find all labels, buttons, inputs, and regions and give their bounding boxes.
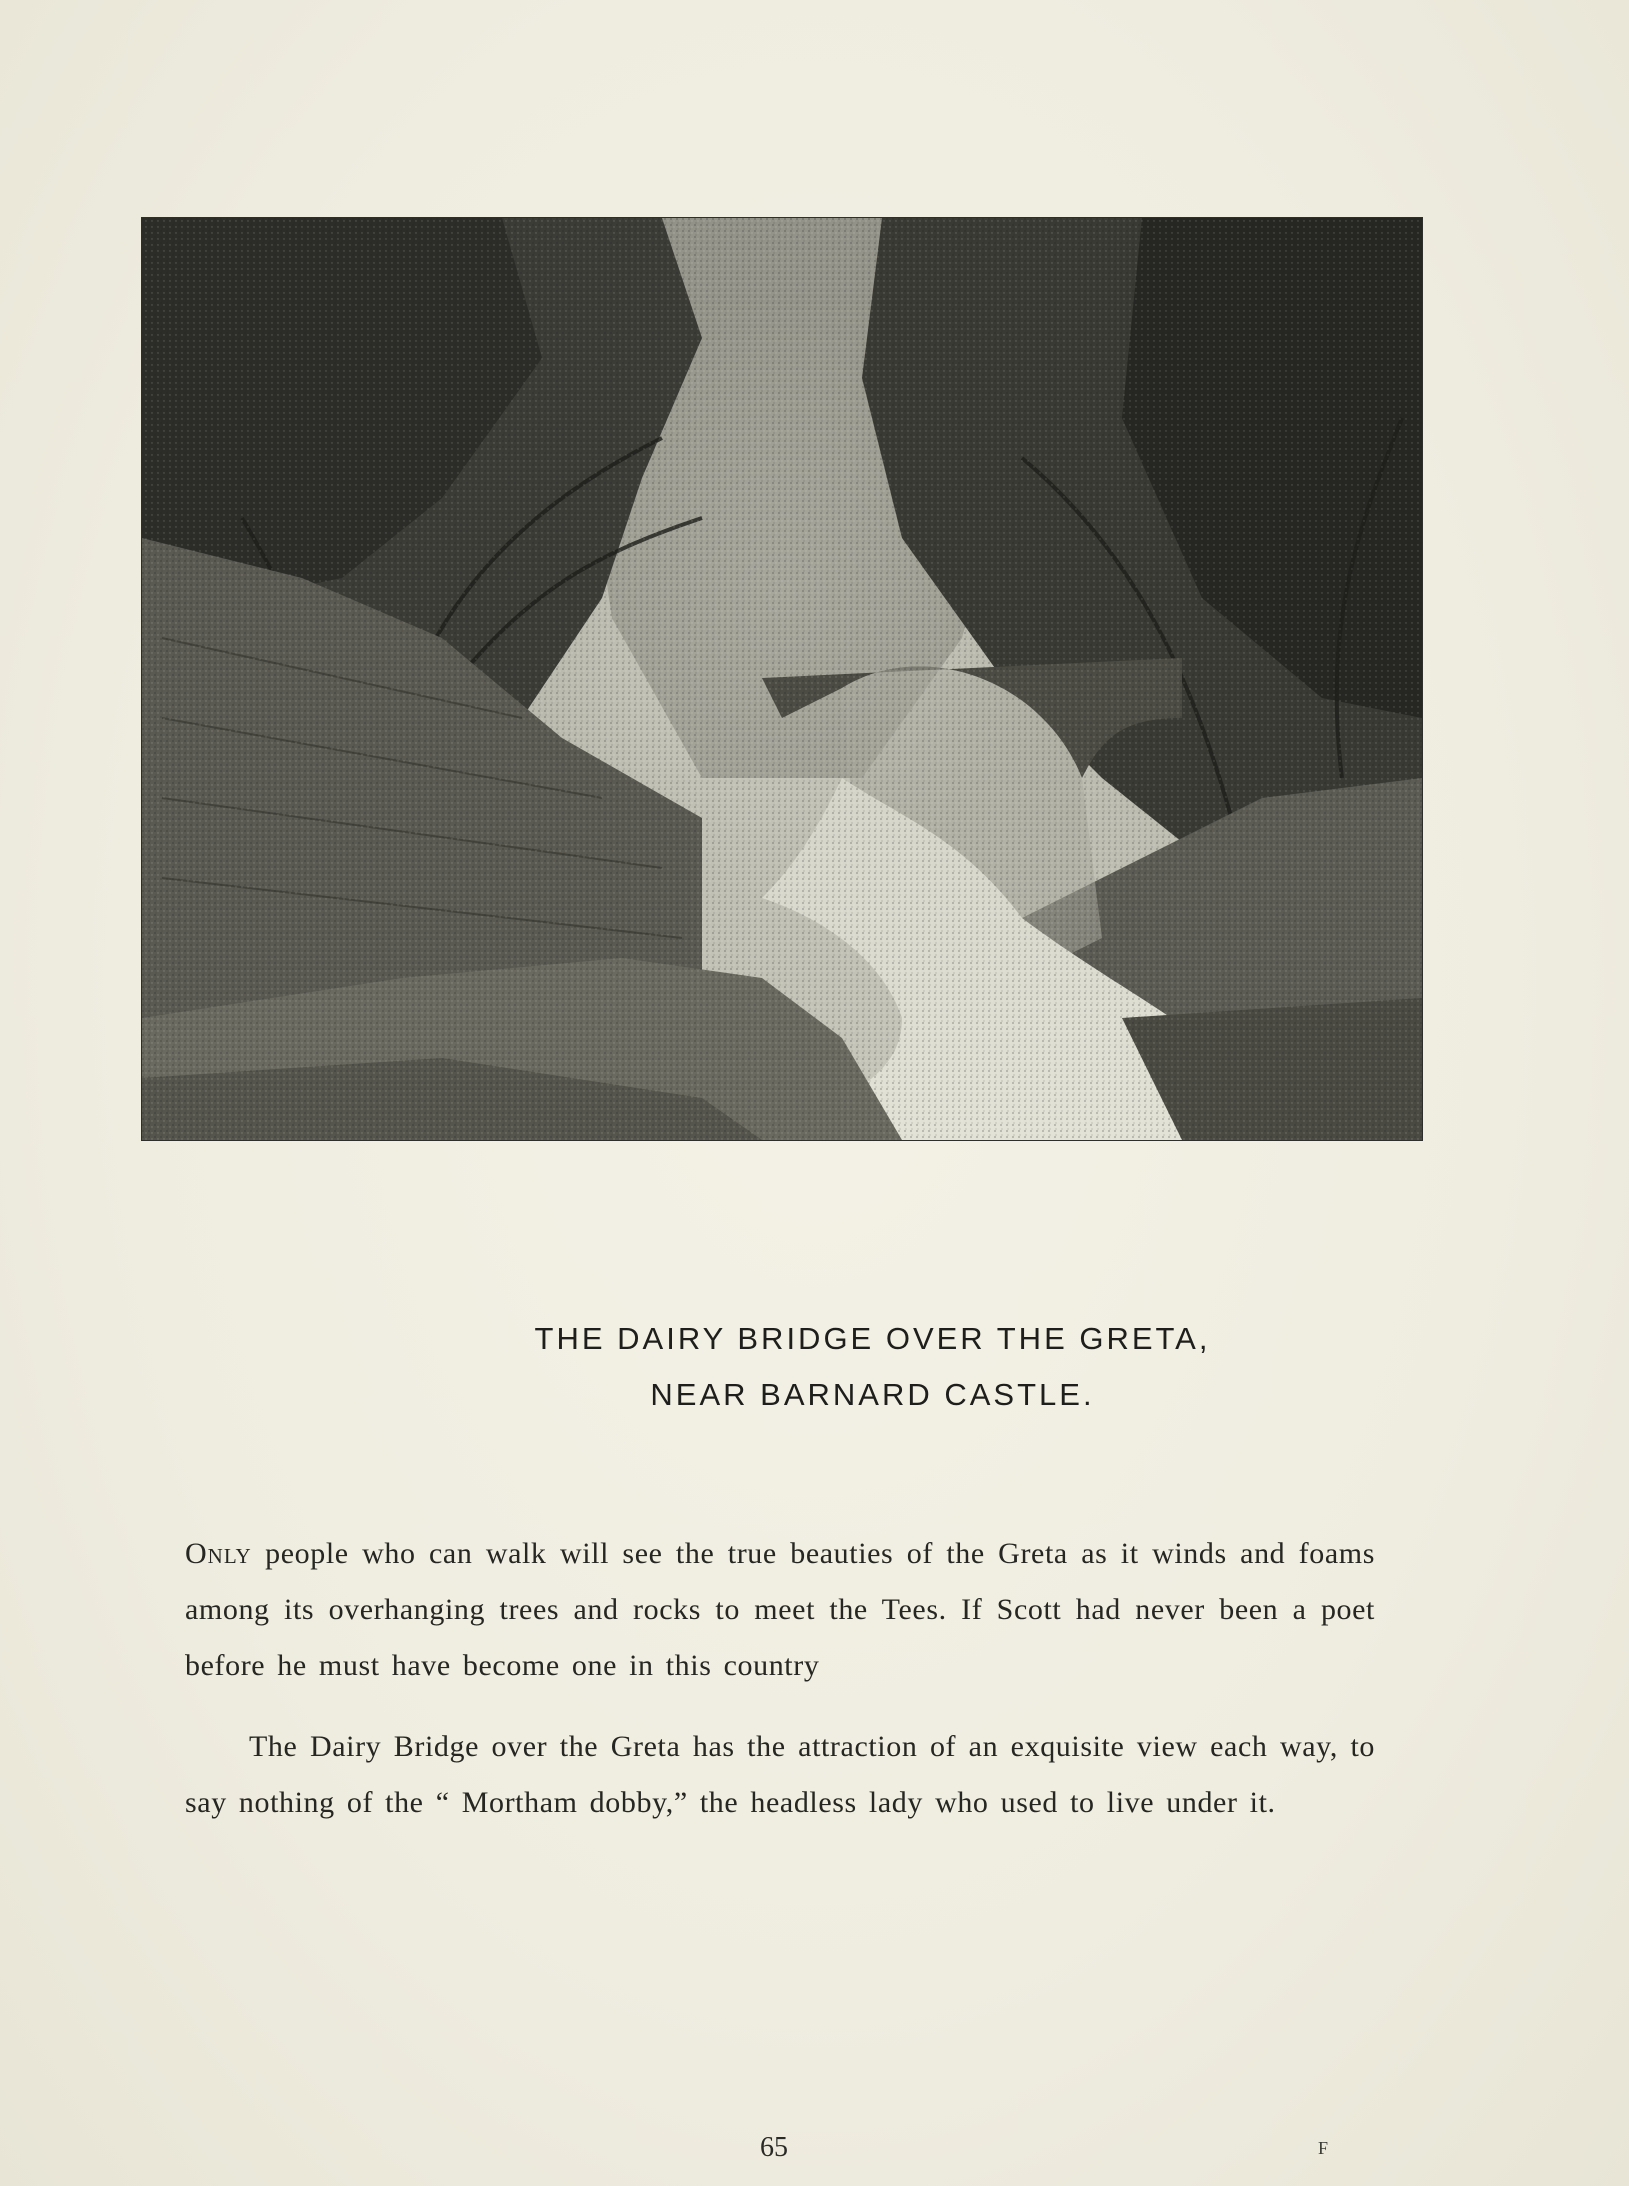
photograph-plate: [142, 218, 1422, 1140]
signature-mark: F: [1318, 2138, 1329, 2158]
paragraph-1: [185, 1526, 1375, 1694]
paragraph-2: The Dairy Bridge over the Greta has the attraction of an exquisite view each way, to say nothing of the “ Mortham dobby,” the headless lady who used to live under it.: [185, 1730, 1375, 1819]
plate-caption-line-2: NEAR BARNARD CASTLE.: [650, 1377, 1095, 1412]
page-number: 65: [760, 2132, 788, 2163]
paragraph-1-drop-word: Only: [185, 1537, 252, 1570]
plate-caption-line-1: THE DAIRY BRIDGE OVER THE GRETA,: [534, 1321, 1211, 1356]
bridge-photograph: [142, 218, 1422, 1140]
paragraph-1-text: people who can walk will see the true beauties of the Greta as it winds and foams among its overhanging trees and rocks to meet the Tees. If Scott had never been a poet before he must have become one in this country: [185, 1537, 1375, 1682]
